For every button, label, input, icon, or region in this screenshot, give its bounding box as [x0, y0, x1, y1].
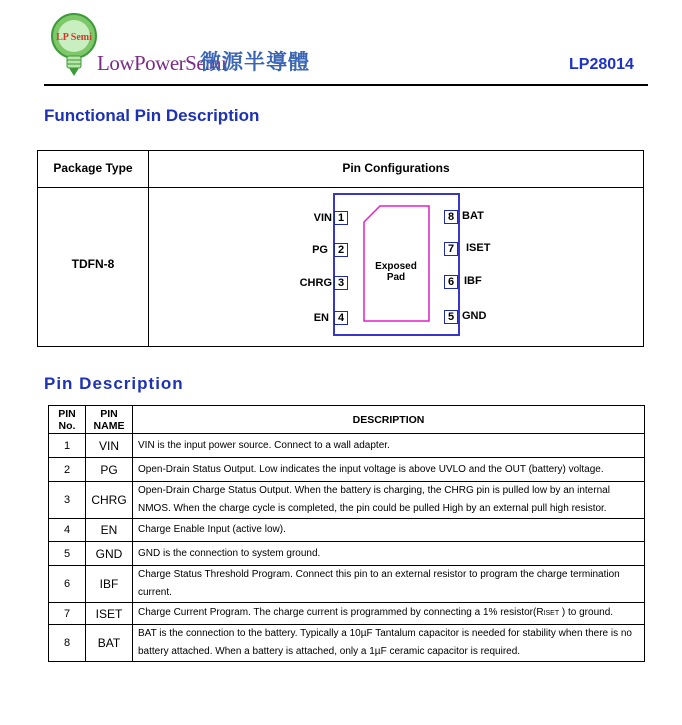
- pin-desc: Charge Enable Input (active low).: [133, 519, 645, 542]
- pin-name: CHRG: [86, 482, 133, 519]
- pin-name: BAT: [86, 625, 133, 662]
- header-pin-name: [86, 406, 133, 434]
- pin-desc: GND is the connection to system ground.: [133, 542, 645, 566]
- pin-label-pg: PG: [312, 244, 328, 256]
- table-row: [49, 542, 645, 566]
- pin-no: 6: [49, 566, 86, 603]
- pin-name: IBF: [86, 566, 133, 603]
- pin-label-ibf: IBF: [464, 275, 482, 287]
- package-name: TDFN-8: [71, 257, 115, 271]
- pin-label-gnd: GND: [462, 310, 487, 322]
- table-row: [49, 566, 645, 603]
- pin-name: VIN: [86, 434, 133, 458]
- svg-text:LP Semi: LP Semi: [56, 32, 92, 43]
- pin-number-6: 6: [444, 275, 458, 289]
- table-divider: [38, 187, 643, 188]
- pin-description-table: [48, 405, 645, 662]
- functional-section-title: Functional Pin Description: [44, 106, 260, 125]
- pin-number-1: 1: [334, 211, 348, 225]
- header-pin-no-line2: No.: [58, 419, 76, 432]
- pin-label-chrg: CHRG: [299, 277, 332, 289]
- pin-name: EN: [86, 519, 133, 542]
- pin-number-8: 8: [444, 210, 458, 224]
- pin-name: GND: [86, 542, 133, 566]
- col-header-package-type: Package Type: [53, 161, 133, 175]
- pin-number-5: 5: [444, 310, 458, 324]
- company-logo: [48, 12, 100, 80]
- table-row: [49, 603, 645, 625]
- pin-desc: VIN is the input power source. Connect to a wall adapter.: [133, 434, 645, 458]
- header-pin-name-line1: PIN: [100, 407, 118, 420]
- pin-desc: Open-Drain Charge Status Output. When the battery is charging, the CHRG pin is pulled low by an internal NMOS. When the charge cycle is completed, the pin could be pulled High by an external pull high resistor.: [133, 482, 645, 519]
- pin-no: 3: [49, 482, 86, 519]
- table-row: [49, 434, 645, 458]
- table-row: [49, 625, 645, 662]
- pin-desc: Charge Status Threshold Program. Connect this pin to an external resistor to program the charge termination current.: [133, 566, 645, 603]
- pin-label-bat: BAT: [462, 210, 484, 222]
- pin-label-vin: VIN: [313, 212, 332, 224]
- pin-no: 1: [49, 434, 86, 458]
- table-row: [49, 458, 645, 482]
- table-divider: [148, 151, 149, 346]
- pin-no: 2: [49, 458, 86, 482]
- pin-desc: [133, 603, 645, 625]
- pin-no: 5: [49, 542, 86, 566]
- brand-name-english: LowPowerSemi: [97, 51, 227, 75]
- col-header-pin-configurations: Pin Configurations: [342, 161, 450, 175]
- pin-name: PG: [86, 458, 133, 482]
- pin-no: 7: [49, 603, 86, 625]
- pin-desc-subscript: ISET: [543, 610, 560, 617]
- table-row: [49, 519, 645, 542]
- exposed-pad-label: [366, 261, 426, 283]
- header-pin-name-line2: NAME: [93, 419, 125, 432]
- pin-desc-text: Charge Current Program. The charge current is programmed by connecting a 1% resistor(R: [138, 607, 544, 618]
- brand-name-chinese: 微源半導體: [200, 50, 310, 74]
- pin-no: 8: [49, 625, 86, 662]
- pin-number-4: 4: [334, 311, 348, 325]
- pad-label-line-1: Exposed: [375, 261, 417, 272]
- pin-desc-text: ) to ground.: [559, 607, 614, 618]
- pin-name: ISET: [86, 603, 133, 625]
- header-divider: [44, 84, 648, 86]
- pin-label-en: EN: [313, 312, 329, 324]
- pin-number-3: 3: [334, 276, 348, 290]
- header-pin-no: [49, 406, 86, 434]
- pad-label-line-2: Pad: [386, 272, 406, 283]
- header-description: DESCRIPTION: [133, 406, 645, 434]
- pin-no: 4: [49, 519, 86, 542]
- header-pin-no-line1: PIN: [58, 407, 76, 420]
- pin-description-title: Pin Description: [44, 374, 184, 393]
- table-row: [49, 482, 645, 519]
- pin-label-iset: ISET: [466, 242, 491, 254]
- table-header-row: [49, 406, 645, 434]
- pin-desc: BAT is the connection to the battery. Typically a 10µF Tantalum capacitor is needed for stability when there is no battery attached. When a battery is attached, only a 1µF ceramic capacitor is required.: [133, 625, 645, 662]
- part-number: LP28014: [569, 56, 634, 73]
- pin-number-7: 7: [444, 242, 458, 256]
- pin-number-2: 2: [334, 243, 348, 257]
- pin-desc: Open-Drain Status Output. Low indicates the input voltage is above UVLO and the OUT (battery) voltage.: [133, 458, 645, 482]
